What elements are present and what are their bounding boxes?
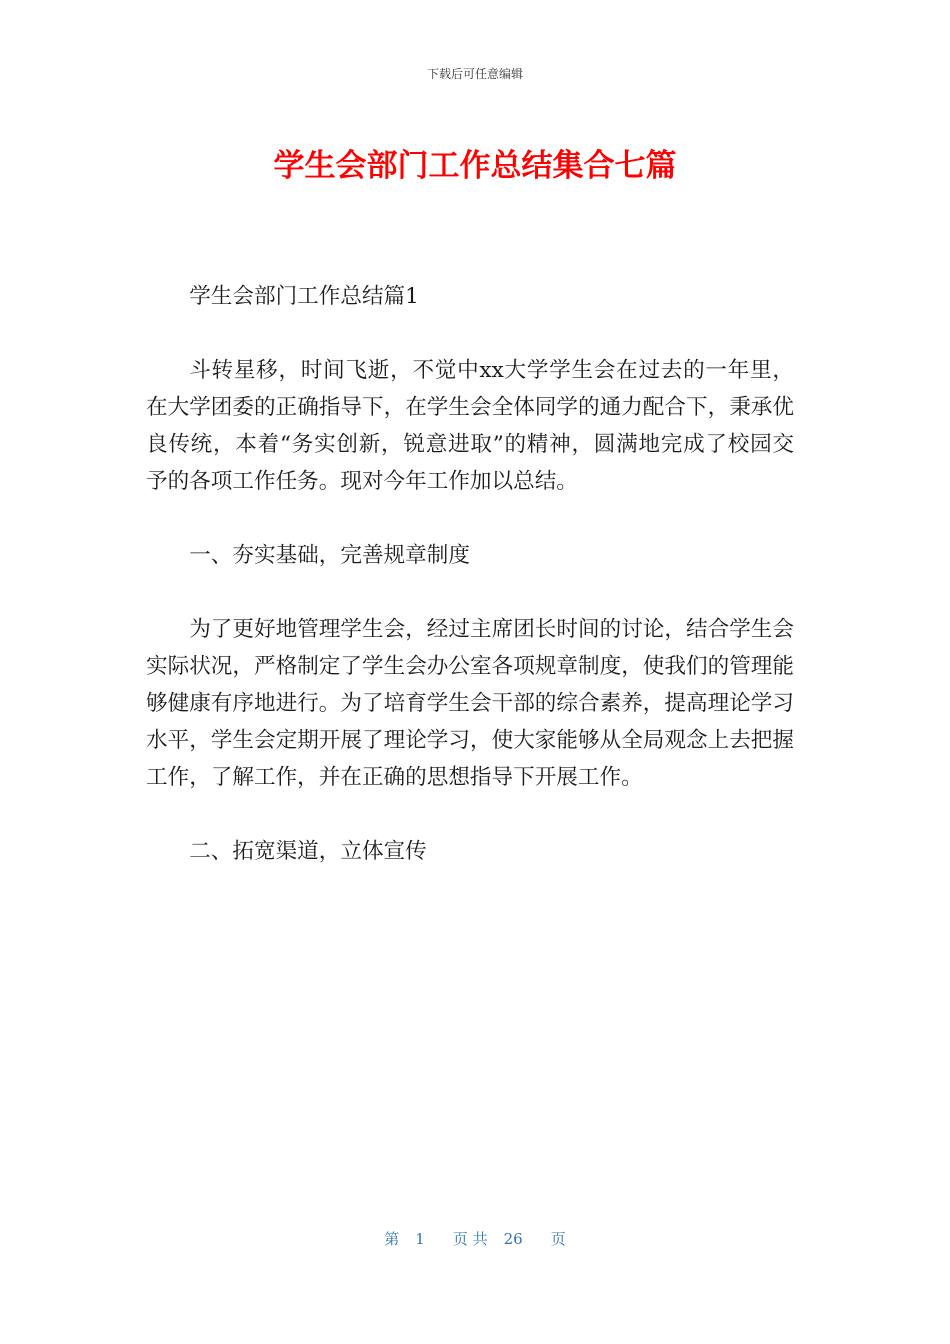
- page-label-suffix: 页: [550, 1230, 566, 1248]
- body-paragraph: 斗转星移，时间飞逝，不觉中xx大学学生会在过去的一年里，在大学团委的正确指导下，在学生会全体同学的通力配合下，秉承优良传统，本着“务实创新，锐意进取”的精神，圆满地完成了校园交予的各项工作任务。现对今年工作加以总结。: [146, 358, 794, 494]
- document-title: 学生会部门工作总结集合七篇: [273, 148, 677, 184]
- body-paragraph: 为了更好地管理学生会，经过主席团长时间的讨论，结合学生会实际状况，严格制定了学生会办公室各项规章制度，使我们的管理能够健康有序地进行。为了培育学生会干部的综合素养，提高理论学习水平，学生会定期开展了理论学习，使大家能够从全局观念上去把握工作，了解工作，并在正确的思想指导下开展工作。: [146, 617, 794, 790]
- document-body: [146, 278, 794, 907]
- current-page-number: 1: [415, 1230, 425, 1248]
- subsection-heading: 一、夯实基础，完善规章制度: [189, 543, 470, 568]
- header-note: 下载后可任意编辑: [426, 67, 523, 81]
- section-heading: 学生会部门工作总结篇1: [189, 284, 419, 309]
- subsection-heading: 二、拓宽渠道，立体宣传: [189, 839, 427, 864]
- page-footer: [0, 1229, 950, 1249]
- page-label-prefix: 第: [384, 1230, 400, 1248]
- page-label-middle: 页 共: [452, 1230, 488, 1248]
- total-pages-number: 26: [503, 1230, 523, 1248]
